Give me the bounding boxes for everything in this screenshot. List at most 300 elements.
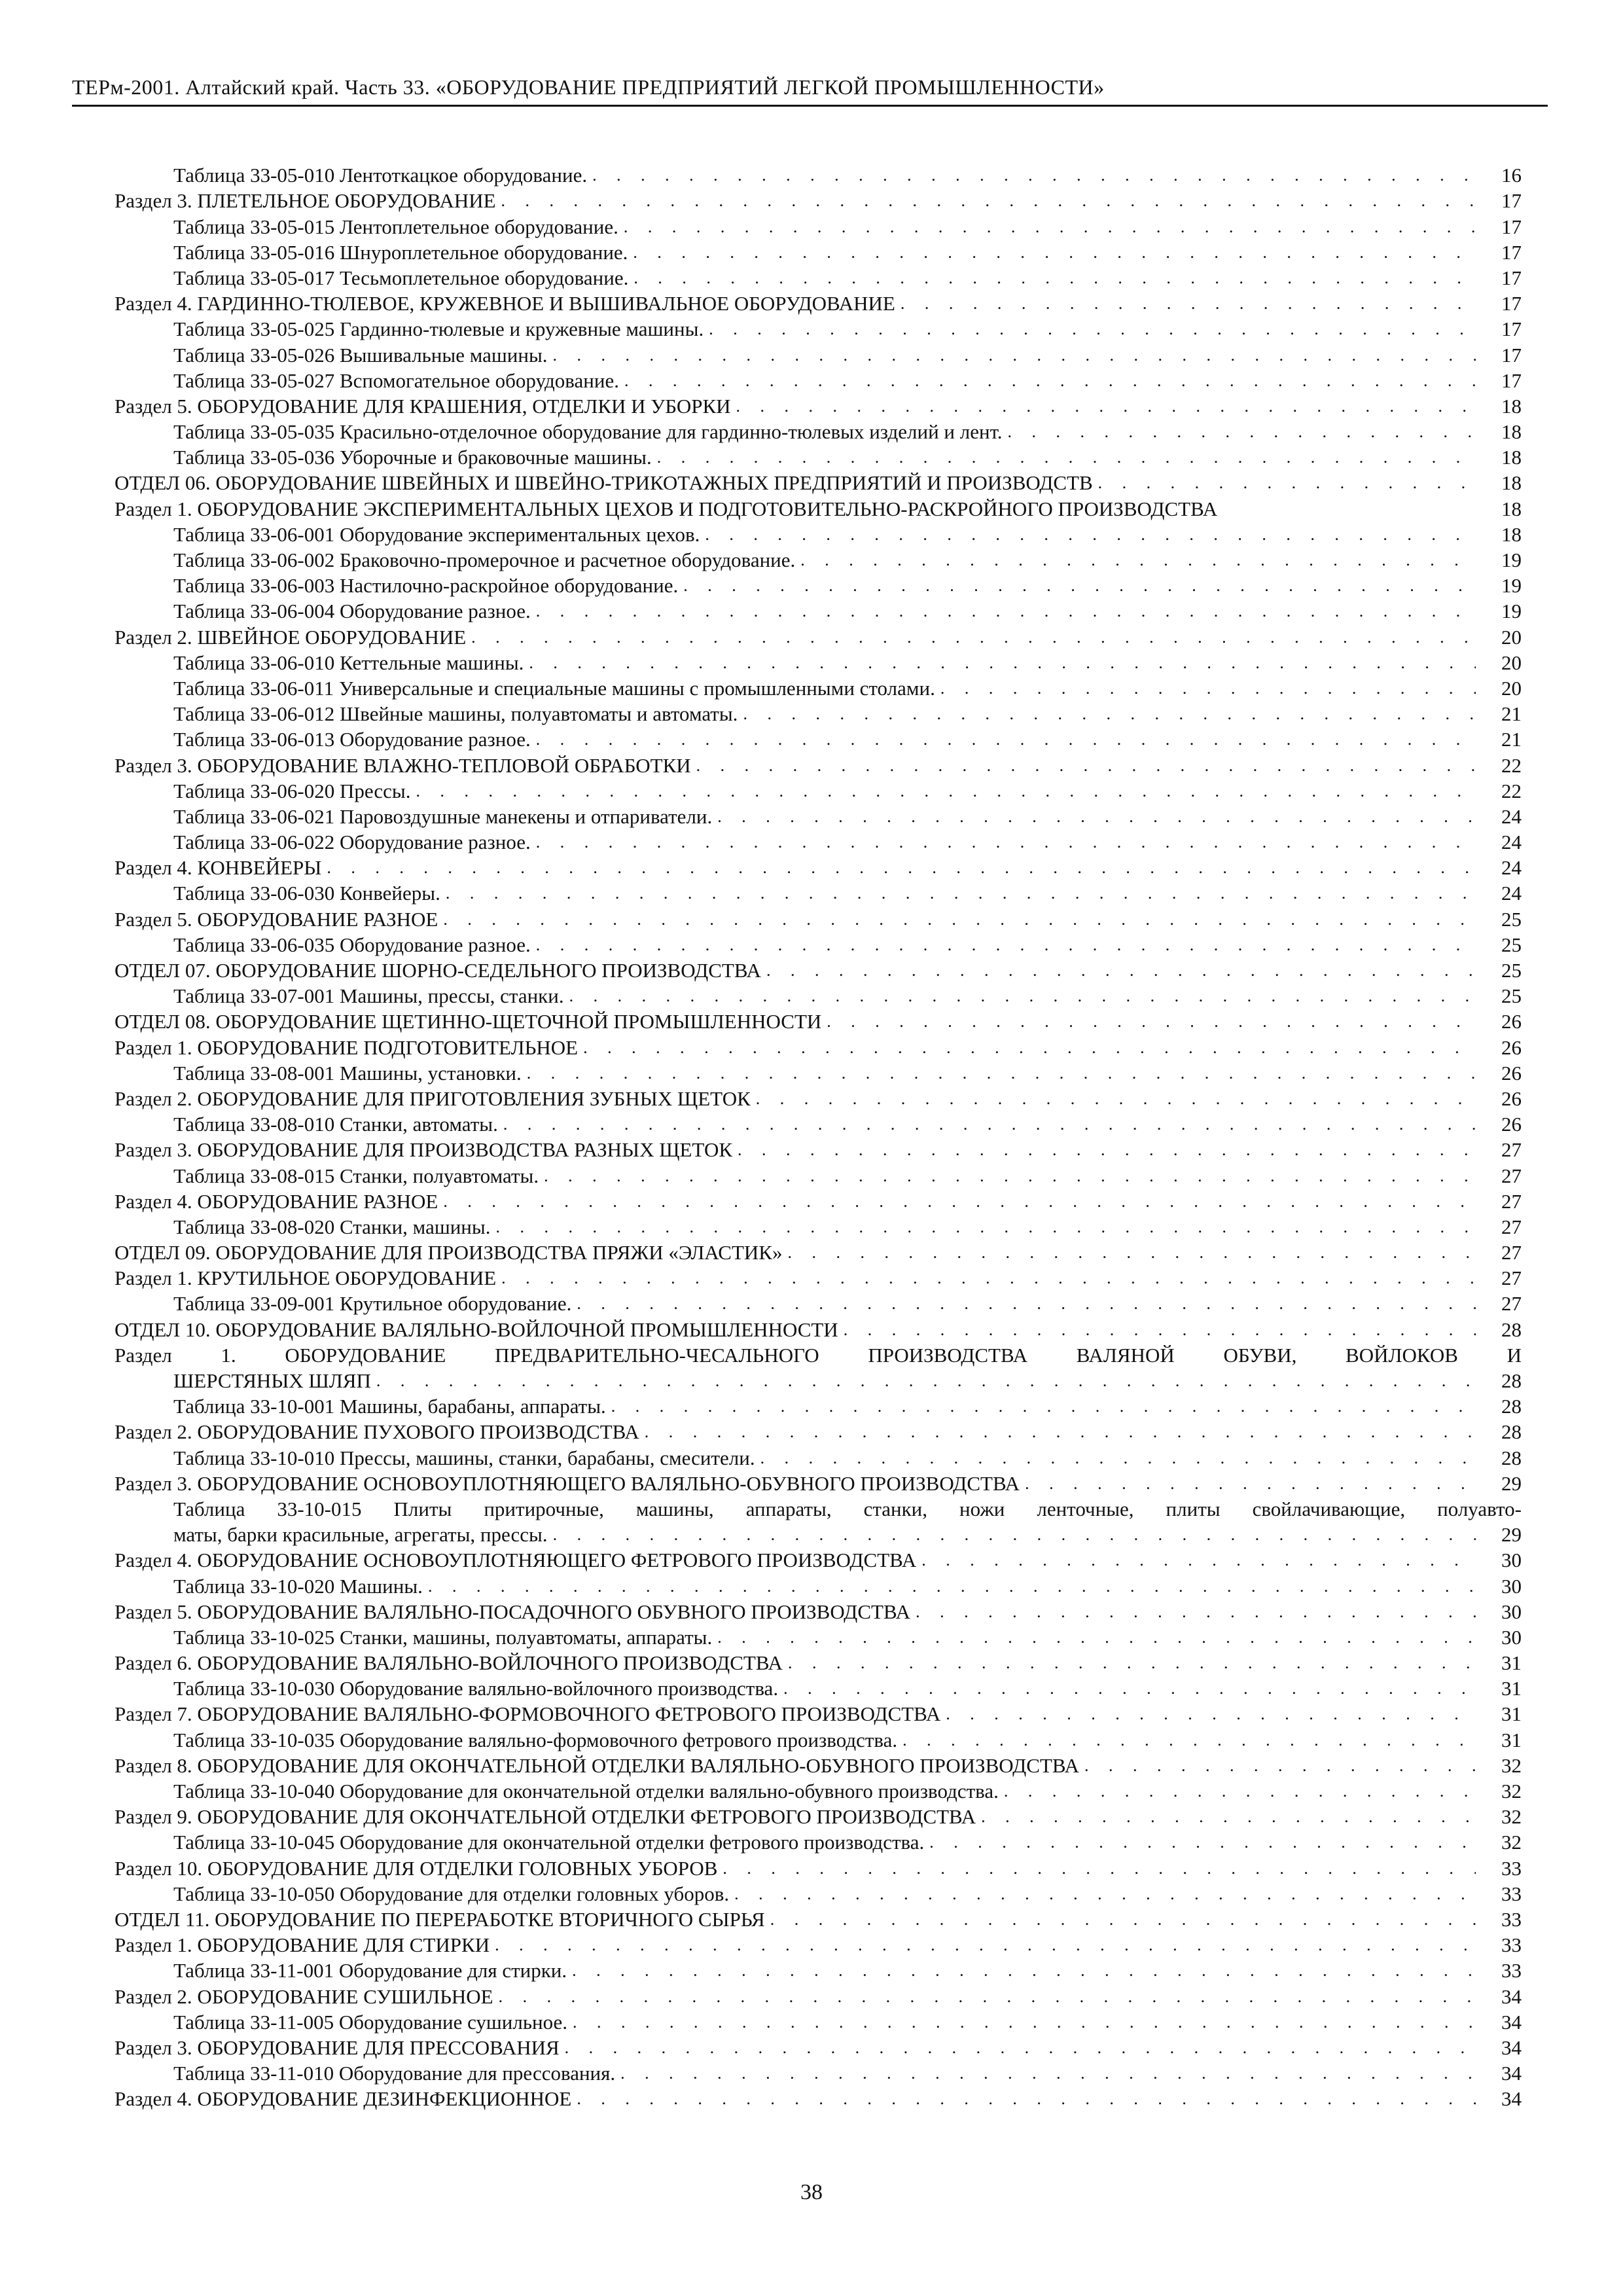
dot-leader [722, 1856, 1476, 1881]
dot-leader [553, 1522, 1476, 1547]
dot-leader [544, 1163, 1476, 1189]
toc-entry[interactable] [115, 1291, 1522, 1316]
toc-entry[interactable] [115, 265, 1522, 291]
toc-entry-label: Таблица 33-10-025 Станки, машины, полуавтоматы, аппараты. [173, 1625, 713, 1649]
toc-entry[interactable] [115, 855, 1522, 880]
toc-entry-label: Раздел 5. ОБОРУДОВАНИЕ ДЛЯ КРАШЕНИЯ, ОТДЕЛКИ И УБОРКИ [115, 394, 731, 418]
dot-leader [471, 624, 1476, 650]
dot-leader [529, 650, 1476, 675]
toc-entry[interactable] [115, 726, 1522, 752]
toc-entry-label: Таблица 33-11-010 Оборудование для прессования. [173, 2062, 616, 2085]
dot-leader [327, 855, 1476, 880]
toc-entry-label: Таблица 33-05-016 Шнуроплетельное оборудование. [173, 240, 628, 264]
toc-entry-page: 18 [1501, 394, 1522, 418]
toc-entry[interactable] [115, 1240, 1522, 1265]
toc-entry-page: 20 [1501, 651, 1522, 674]
toc-entry[interactable] [115, 1316, 1522, 1342]
toc-entry-page: 27 [1501, 1189, 1522, 1213]
toc-entry[interactable] [115, 368, 1522, 393]
toc-entry-label: Раздел 1. ОБОРУДОВАНИЕ ЭКСПЕРИМЕНТАЛЬНЫХ ЦЕХОВ И ПОДГОТОВИТЕЛЬНО-РАСКРОЙНОГО ПРОИЗВОДСТВА [115, 497, 1218, 520]
toc-entry-label: Таблица 33-06-003 Настилочно-раскройное оборудование. [173, 574, 679, 598]
toc-entry-page: 27 [1501, 1266, 1522, 1290]
toc-entry[interactable] [115, 1162, 1522, 1188]
toc-entry-label: Раздел 5. ОБОРУДОВАНИЕ ВАЛЯЛЬНО-ПОСАДОЧНОГО ОБУВНОГО ПРОИЗВОДСТВА [115, 1600, 911, 1623]
toc-entry[interactable] [115, 1368, 1522, 1393]
dot-leader [734, 1881, 1476, 1907]
dot-leader [443, 1189, 1476, 1214]
toc-entry[interactable] [115, 1393, 1522, 1419]
toc-entry[interactable] [115, 1753, 1522, 1778]
toc-entry[interactable] [115, 1444, 1522, 1470]
toc-entry-page: 28 [1501, 1446, 1522, 1469]
toc-entry[interactable] [115, 1676, 1522, 1701]
toc-entry-label: Таблица 33-05-026 Вышивальные машины. [173, 343, 548, 367]
toc-entry-page: 32 [1501, 1753, 1522, 1777]
toc-entry[interactable] [115, 1958, 1522, 1983]
toc-entry-label: Раздел 1. ОБОРУДОВАНИЕ ДЛЯ СТИРКИ [115, 1933, 490, 1957]
toc-entry[interactable] [115, 1624, 1522, 1650]
toc-entry-page: 24 [1501, 882, 1522, 905]
toc-entry-page: 32 [1501, 1831, 1522, 1854]
toc-entry-label: Таблица 33-10-045 Оборудование для окончательной отделки фетрового производства. [173, 1831, 925, 1854]
toc-entry-page: 22 [1501, 753, 1522, 777]
dot-leader [592, 162, 1476, 188]
toc-entry[interactable] [115, 1727, 1522, 1752]
toc-entry[interactable] [115, 932, 1522, 958]
dot-leader [717, 804, 1476, 829]
dot-leader [705, 522, 1476, 547]
toc-entry-label: Раздел 5. ОБОРУДОВАНИЕ РАЗНОЕ [115, 907, 438, 931]
toc-entry-page: 18 [1501, 522, 1522, 546]
toc-entry-label: Раздел 1. КРУТИЛЬНОЕ ОБОРУДОВАНИЕ [115, 1266, 497, 1290]
toc-entry-label: Раздел 8. ОБОРУДОВАНИЕ ДЛЯ ОКОНЧАТЕЛЬНОЙ ОТДЕЛКИ ВАЛЯЛЬНО-ОБУВНОГО ПРОИЗВОДСТВА [115, 1753, 1079, 1777]
toc-entry[interactable] [115, 1547, 1522, 1573]
toc-entry[interactable] [115, 2060, 1522, 2086]
toc-entry[interactable] [115, 1009, 1522, 1034]
toc-entry-page: 17 [1501, 368, 1522, 392]
toc-entry[interactable] [115, 291, 1522, 316]
toc-entry-page: 22 [1501, 779, 1522, 802]
toc-entry-label: Таблица 33-10-010 Прессы, машины, станки, барабаны, смесители. [173, 1446, 755, 1469]
dot-leader [620, 2060, 1476, 2086]
toc-entry-page: 30 [1501, 1549, 1522, 1572]
toc-entry-page: 27 [1501, 1164, 1522, 1187]
table-of-contents [115, 162, 1522, 2111]
dot-leader [573, 2009, 1476, 2035]
toc-entry[interactable] [115, 393, 1522, 419]
toc-entry[interactable] [115, 1855, 1522, 1880]
toc-entry-page: 18 [1501, 471, 1522, 495]
toc-entry-page: 28 [1501, 1369, 1522, 1392]
toc-entry[interactable] [115, 906, 1522, 931]
dot-leader [1008, 419, 1476, 444]
toc-entry-label: Таблица 33-06-030 Конвейеры. [173, 882, 440, 905]
toc-entry-label: Таблица 33-05-036 Уборочные и браковочные машины. [173, 446, 652, 469]
dot-leader [981, 1804, 1476, 1829]
toc-entry-page: 34 [1501, 2087, 1522, 2111]
toc-entry[interactable] [115, 240, 1522, 265]
toc-entry-label: Раздел 6. ОБОРУДОВАНИЕ ВАЛЯЛЬНО-ВОЙЛОЧНОГО ПРОИЗВОДСТВА [115, 1651, 783, 1675]
toc-entry-label: Раздел 3. ОБОРУДОВАНИЕ ДЛЯ ПРЕССОВАНИЯ [115, 2036, 560, 2059]
toc-entry[interactable] [115, 419, 1522, 444]
toc-entry-label: Раздел 3. ПЛЕТЕЛЬНОЕ ОБОРУДОВАНИЕ [115, 189, 496, 213]
toc-entry-page: 28 [1501, 1420, 1522, 1444]
toc-entry-page: 29 [1501, 1523, 1522, 1547]
dot-leader [624, 368, 1476, 393]
toc-entry-label: Таблица 33-05-027 Вспомогательное оборудование. [173, 368, 619, 392]
toc-entry-label: Таблица 33-08-015 Станки, полуавтоматы. [173, 1164, 539, 1187]
toc-entry[interactable] [115, 880, 1522, 906]
toc-entry[interactable] [115, 1804, 1522, 1829]
dot-leader [657, 444, 1476, 470]
toc-entry-page: 24 [1501, 804, 1522, 828]
dot-leader [760, 1445, 1476, 1471]
toc-entry-label: Таблица 33-10-030 Оборудование валяльно-войлочного производства. [173, 1677, 779, 1700]
toc-entry-label: Таблица 33-06-004 Оборудование разное. [173, 600, 531, 623]
dot-leader [709, 316, 1476, 342]
dot-leader [800, 547, 1476, 573]
dot-leader [446, 880, 1476, 906]
toc-entry-label: Таблица 33-08-010 Станки, автоматы. [173, 1113, 498, 1136]
toc-entry[interactable] [115, 778, 1522, 804]
dot-leader [583, 1035, 1476, 1060]
toc-entry-label: Таблица 33-10-035 Оборудование валяльно-формовочного фетрового производства. [173, 1728, 898, 1751]
toc-entry-page: 26 [1501, 1086, 1522, 1110]
toc-entry-label: Таблица 33-11-001 Оборудование для стирки. [173, 1959, 567, 1982]
dot-leader [536, 829, 1476, 855]
toc-entry-label: Таблица 33-06-035 Оборудование разное. [173, 933, 531, 956]
toc-entry-label: Таблица 33-06-011 Универсальные и специальные машины с промышленными столами. [173, 676, 935, 700]
toc-entry-page: 19 [1501, 600, 1522, 623]
toc-entry[interactable] [115, 342, 1522, 367]
toc-entry-label: Таблица 33-05-010 Лентоткацкое оборудование. [173, 164, 588, 187]
dot-leader [577, 2086, 1476, 2111]
toc-entry-page: 20 [1501, 676, 1522, 700]
dot-leader [756, 1086, 1476, 1111]
toc-entry-page: 28 [1501, 1318, 1522, 1341]
dot-leader [717, 1624, 1476, 1650]
dot-leader [921, 1547, 1476, 1573]
toc-entry[interactable] [115, 1599, 1522, 1624]
toc-entry[interactable] [115, 1829, 1522, 1855]
toc-entry-page: 28 [1501, 1395, 1522, 1418]
toc-entry[interactable] [115, 2009, 1522, 2035]
dot-leader [1098, 470, 1476, 495]
toc-entry-label: Таблица 33-11-005 Оборудование сушильное. [173, 2010, 567, 2034]
dot-leader [536, 726, 1476, 752]
dot-leader [901, 291, 1476, 316]
toc-entry-page: 26 [1501, 1035, 1522, 1059]
toc-entry[interactable] [115, 1086, 1522, 1111]
toc-entry[interactable] [115, 752, 1522, 778]
toc-entry-page: 31 [1501, 1728, 1522, 1751]
toc-entry[interactable] [115, 522, 1522, 547]
toc-entry[interactable] [115, 444, 1522, 470]
toc-entry-page: 24 [1501, 856, 1522, 880]
toc-entry[interactable] [115, 675, 1522, 701]
toc-entry-page: 29 [1501, 1471, 1522, 1495]
toc-entry-label: ОТДЕЛ 09. ОБОРУДОВАНИЕ ДЛЯ ПРОИЗВОДСТВА ПРЯЖИ «ЭЛАСТИК» [115, 1241, 783, 1265]
toc-entry[interactable] [115, 983, 1522, 1009]
toc-entry-label: Раздел 4. КОНВЕЙЕРЫ [115, 856, 322, 880]
dot-leader [946, 1701, 1476, 1727]
toc-entry-label: Раздел 1. ОБОРУДОВАНИЕ ПРЕДВАРИТЕЛЬНО-ЧЕСАЛЬНОГО ПРОИЗВОДСТВА ВАЛЯНОЙ ОБУВИ, ВОЙЛОКОВ И [115, 1343, 1522, 1367]
toc-entry-page: 19 [1501, 548, 1522, 571]
dot-leader [527, 1060, 1476, 1086]
dot-leader [783, 1676, 1476, 1701]
dot-leader [501, 188, 1476, 213]
toc-entry-label: ОТДЕЛ 08. ОБОРУДОВАНИЕ ЩЕТИННО-ЩЕТОЧНОЙ ПРОМЫШЛЕННОСТИ [115, 1010, 822, 1033]
toc-entry[interactable] [115, 1881, 1522, 1907]
dot-leader [501, 1265, 1476, 1291]
toc-entry[interactable] [115, 573, 1522, 598]
toc-entry[interactable] [115, 2035, 1522, 2060]
toc-entry-page: 17 [1501, 189, 1522, 213]
toc-entry-page: 18 [1501, 420, 1522, 444]
toc-entry[interactable] [115, 495, 1522, 521]
toc-entry-page: 34 [1501, 2036, 1522, 2059]
toc-entry[interactable] [115, 470, 1522, 495]
toc-entry-page: 21 [1501, 728, 1522, 751]
toc-entry-label: Таблица 33-09-001 Крутильное оборудование. [173, 1292, 572, 1316]
dot-leader [844, 1317, 1476, 1342]
toc-entry-page: 19 [1501, 574, 1522, 598]
toc-entry[interactable] [115, 1265, 1522, 1291]
toc-entry-label: Раздел 4. ОБОРУДОВАНИЕ РАЗНОЕ [115, 1189, 438, 1213]
dot-leader [1004, 1778, 1476, 1804]
toc-entry-label: Таблица 33-10-001 Машины, барабаны, аппараты. [173, 1395, 606, 1418]
dot-leader [940, 675, 1476, 701]
toc-entry-page: 18 [1501, 446, 1522, 469]
toc-entry[interactable] [115, 1573, 1522, 1598]
dot-leader [553, 342, 1476, 368]
dot-leader [503, 1111, 1476, 1137]
toc-entry-label: Раздел 2. ОБОРУДОВАНИЕ ПУХОВОГО ПРОИЗВОДСТВА [115, 1420, 639, 1444]
toc-entry-label: Таблица 33-10-020 Машины. [173, 1574, 423, 1598]
toc-entry-label: Таблица 33-06-010 Кеттельные машины. [173, 651, 524, 674]
toc-entry-label: Таблица 33-06-021 Паровоздушные манекены и отпариватели. [173, 804, 713, 828]
toc-entry-label: Раздел 10. ОБОРУДОВАНИЕ ДЛЯ ОТДЕЛКИ ГОЛОВНЫХ УБОРОВ [115, 1856, 718, 1880]
dot-leader [428, 1573, 1476, 1599]
toc-entry[interactable] [115, 1137, 1522, 1162]
dot-leader [495, 1214, 1476, 1240]
running-header: ТЕРм-2001. Алтайский край. Часть 33. «ОБОРУДОВАНИЕ ПРЕДПРИЯТИЙ ЛЕГКОЙ ПРОМЫШЛЕННОСТИ» [72, 72, 1548, 107]
toc-entry[interactable] [115, 1342, 1522, 1368]
toc-entry-page: 33 [1501, 1856, 1522, 1880]
dot-leader [743, 701, 1476, 726]
dot-leader [443, 906, 1476, 932]
toc-entry-label: Таблица 33-05-017 Тесьмоплетельное оборудование. [173, 266, 629, 289]
toc-entry[interactable] [115, 958, 1522, 983]
toc-entry[interactable] [115, 2086, 1522, 2111]
toc-entry-label: ОТДЕЛ 06. ОБОРУДОВАНИЕ ШВЕЙНЫХ И ШВЕЙНО-ТРИКОТАЖНЫХ ПРЕДПРИЯТИЙ И ПРОИЗВОДСТВ [115, 471, 1093, 495]
toc-entry-label: Таблица 33-10-050 Оборудование для отделки головных уборов. [173, 1882, 730, 1905]
toc-entry-page: 27 [1501, 1215, 1522, 1238]
toc-entry-label: Раздел 1. ОБОРУДОВАНИЕ ПОДГОТОВИТЕЛЬНОЕ [115, 1035, 579, 1059]
dot-leader [536, 932, 1476, 958]
dot-leader [495, 1932, 1476, 1958]
dot-leader [766, 958, 1476, 983]
dot-leader [416, 778, 1476, 804]
toc-entry-label: Таблица 33-10-040 Оборудование для окончательной отделки валяльно-обувного производства. [173, 1780, 999, 1803]
toc-entry-page: 24 [1501, 831, 1522, 854]
toc-entry-label: Таблица 33-06-013 Оборудование разное. [173, 728, 531, 751]
toc-entry[interactable] [115, 804, 1522, 829]
toc-entry[interactable] [115, 1932, 1522, 1958]
dot-leader [577, 1291, 1476, 1316]
toc-entry-page: 31 [1501, 1651, 1522, 1675]
dot-leader [645, 1419, 1476, 1444]
dot-leader [376, 1368, 1476, 1393]
toc-entry-page: 33 [1501, 1959, 1522, 1982]
toc-entry-label: Таблица 33-06-001 Оборудование экспериментальных цехов. [173, 522, 700, 546]
toc-entry-label: Таблица 33-08-020 Станки, машины. [173, 1215, 491, 1238]
toc-entry-page: 25 [1501, 933, 1522, 956]
toc-entry-page: 26 [1501, 1113, 1522, 1136]
toc-entry-page: 17 [1501, 215, 1522, 238]
toc-entry-page: 17 [1501, 266, 1522, 289]
toc-entry-page: 32 [1501, 1805, 1522, 1829]
dot-leader [633, 240, 1476, 265]
dot-leader [572, 1958, 1476, 1983]
toc-entry[interactable] [115, 1983, 1522, 2009]
toc-entry-page: 31 [1501, 1702, 1522, 1726]
toc-entry[interactable] [115, 547, 1522, 573]
toc-entry-page: 17 [1501, 292, 1522, 315]
toc-entry-page: 27 [1501, 1138, 1522, 1162]
toc-entry-label: маты, барки красильные, агрегаты, прессы. [173, 1523, 548, 1547]
dot-leader [916, 1599, 1476, 1624]
dot-leader [1025, 1471, 1476, 1496]
toc-entry-label: Раздел 3. ОБОРУДОВАНИЕ ДЛЯ ПРОИЗВОДСТВА РАЗНЫХ ЩЕТОК [115, 1138, 733, 1162]
toc-entry-page: 17 [1501, 343, 1522, 367]
toc-entry[interactable] [115, 162, 1522, 188]
toc-entry-label: ОТДЕЛ 10. ОБОРУДОВАНИЕ ВАЛЯЛЬНО-ВОЙЛОЧНОЙ ПРОМЫШЛЕННОСТИ [115, 1318, 838, 1341]
toc-entry-label: ОТДЕЛ 11. ОБОРУДОВАНИЕ ПО ПЕРЕРАБОТКЕ ВТОРИЧНОГО СЫРЬЯ [115, 1907, 765, 1931]
toc-entry[interactable] [115, 650, 1522, 675]
toc-entry[interactable] [115, 1111, 1522, 1137]
toc-entry-page: 33 [1501, 1907, 1522, 1931]
toc-entry-label: Таблица 33-08-001 Машины, установки. [173, 1061, 522, 1085]
toc-entry[interactable] [115, 1034, 1522, 1060]
dot-leader [787, 1240, 1476, 1265]
dot-leader [696, 753, 1476, 778]
dot-leader [1084, 1753, 1476, 1778]
toc-entry-label: Раздел 2. ОБОРУДОВАНИЕ ДЛЯ ПРИГОТОВЛЕНИЯ ЗУБНЫХ ЩЕТОК [115, 1086, 751, 1110]
toc-entry-page: 25 [1501, 984, 1522, 1008]
toc-entry[interactable] [115, 829, 1522, 855]
dot-leader [536, 598, 1476, 624]
toc-entry[interactable] [115, 188, 1522, 213]
dot-leader [611, 1393, 1476, 1419]
toc-entry[interactable] [115, 701, 1522, 726]
dot-leader [738, 1137, 1476, 1162]
toc-entry[interactable] [115, 1778, 1522, 1804]
toc-entry-page: 27 [1501, 1292, 1522, 1316]
dot-leader [565, 2035, 1476, 2060]
toc-entry-label: Раздел 7. ОБОРУДОВАНИЕ ВАЛЯЛЬНО-ФОРМОВОЧНОГО ФЕТРОВОГО ПРОИЗВОДСТВА [115, 1702, 941, 1726]
page-number: 38 [800, 2180, 823, 2204]
toc-entry[interactable] [115, 213, 1522, 239]
toc-entry-page: 30 [1501, 1600, 1522, 1623]
toc-entry-label: Таблица 33-05-025 Гардинно-тюлевые и кружевные машины. [173, 317, 704, 341]
toc-entry[interactable] [115, 624, 1522, 649]
toc-entry-label: Таблица 33-10-015 Плиты притирочные, машины, аппараты, станки, ножи ленточные, плиты свойлачивающие, полуавто- [173, 1497, 1522, 1520]
toc-entry-page: 34 [1501, 1984, 1522, 2008]
toc-entry-page: 33 [1501, 1882, 1522, 1905]
toc-entry-label: Раздел 4. ОБОРУДОВАНИЕ ОСНОВОУПЛОТНЯЮЩЕГО ФЕТРОВОГО ПРОИЗВОДСТВА [115, 1549, 917, 1572]
toc-entry-label: Раздел 2. ШВЕЙНОЕ ОБОРУДОВАНИЕ [115, 625, 467, 649]
toc-entry-label: Раздел 4. ГАРДИННО-ТЮЛЕВОЕ, КРУЖЕВНОЕ И ВЫШИВАЛЬНОЕ ОБОРУДОВАНИЕ [115, 292, 895, 315]
toc-entry-page: 20 [1501, 625, 1522, 649]
dot-leader [624, 214, 1476, 240]
toc-entry[interactable] [115, 1650, 1522, 1676]
toc-entry-label: Раздел 2. ОБОРУДОВАНИЕ СУШИЛЬНОЕ [115, 1984, 493, 2008]
dot-leader [827, 1009, 1476, 1034]
toc-entry-page: 34 [1501, 2010, 1522, 2034]
toc-entry-label: Раздел 3. ОБОРУДОВАНИЕ ВЛАЖНО-ТЕПЛОВОЙ ОБРАБОТКИ [115, 753, 691, 777]
toc-entry[interactable] [115, 1907, 1522, 1932]
toc-entry-page: 26 [1501, 1010, 1522, 1033]
toc-entry[interactable] [115, 1419, 1522, 1444]
toc-entry[interactable] [115, 1189, 1522, 1214]
toc-entry[interactable] [115, 1701, 1522, 1727]
toc-entry[interactable] [115, 1496, 1522, 1522]
toc-entry[interactable] [115, 1060, 1522, 1086]
toc-entry-page: 27 [1501, 1241, 1522, 1265]
toc-entry-label: Таблица 33-06-020 Прессы. [173, 779, 411, 802]
toc-entry[interactable] [115, 1522, 1522, 1547]
toc-entry-page: 32 [1501, 1780, 1522, 1803]
toc-entry-page: 17 [1501, 240, 1522, 264]
toc-entry-page: 34 [1501, 2062, 1522, 2085]
toc-entry-page: 33 [1501, 1933, 1522, 1957]
dot-leader [683, 573, 1476, 598]
dot-leader [499, 1984, 1476, 2009]
toc-entry-label: ОТДЕЛ 07. ОБОРУДОВАНИЕ ШОРНО-СЕДЕЛЬНОГО ПРОИЗВОДСТВА [115, 959, 761, 982]
toc-entry-label: Таблица 33-07-001 Машины, прессы, станки. [173, 984, 564, 1008]
toc-entry-label: Раздел 4. ОБОРУДОВАНИЕ ДЕЗИНФЕКЦИОННОЕ [115, 2087, 572, 2111]
toc-entry-label: Таблица 33-06-002 Браковочно-промерочное и расчетное оборудование. [173, 548, 796, 571]
toc-entry[interactable] [115, 1471, 1522, 1496]
dot-leader [902, 1727, 1476, 1753]
toc-entry-label: Таблица 33-06-012 Швейные машины, полуавтоматы и автоматы. [173, 702, 738, 726]
toc-entry-page: 26 [1501, 1061, 1522, 1085]
toc-entry-page: 25 [1501, 907, 1522, 931]
dot-leader [770, 1907, 1476, 1932]
toc-entry-page: 16 [1501, 164, 1522, 187]
toc-entry-page: 30 [1501, 1574, 1522, 1598]
dot-leader [569, 983, 1476, 1009]
dot-leader [929, 1829, 1476, 1855]
toc-entry-page: 18 [1501, 497, 1522, 520]
toc-entry-label: Таблица 33-06-022 Оборудование разное. [173, 831, 531, 854]
dot-leader [788, 1650, 1476, 1676]
dot-leader [736, 393, 1476, 419]
toc-entry-page: 30 [1501, 1625, 1522, 1649]
toc-entry-label: Таблица 33-05-035 Красильно-отделочное оборудование для гардинно-тюлевых изделий и лент. [173, 420, 1003, 444]
toc-entry[interactable] [115, 598, 1522, 624]
toc-entry-label: Раздел 9. ОБОРУДОВАНИЕ ДЛЯ ОКОНЧАТЕЛЬНОЙ ОТДЕЛКИ ФЕТРОВОГО ПРОИЗВОДСТВА [115, 1805, 976, 1829]
dot-leader [633, 265, 1476, 291]
toc-entry-page: 25 [1501, 959, 1522, 982]
toc-entry[interactable] [115, 1214, 1522, 1240]
toc-entry-label: ШЕРСТЯНЫХ ШЛЯП [173, 1369, 371, 1392]
toc-entry[interactable] [115, 316, 1522, 342]
toc-entry-label: Раздел 3. ОБОРУДОВАНИЕ ОСНОВОУПЛОТНЯЮЩЕГО ВАЛЯЛЬНО-ОБУВНОГО ПРОИЗВОДСТВА [115, 1471, 1020, 1495]
toc-entry-page: 31 [1501, 1677, 1522, 1700]
toc-entry-label: Таблица 33-05-015 Лентоплетельное оборудование. [173, 215, 618, 238]
